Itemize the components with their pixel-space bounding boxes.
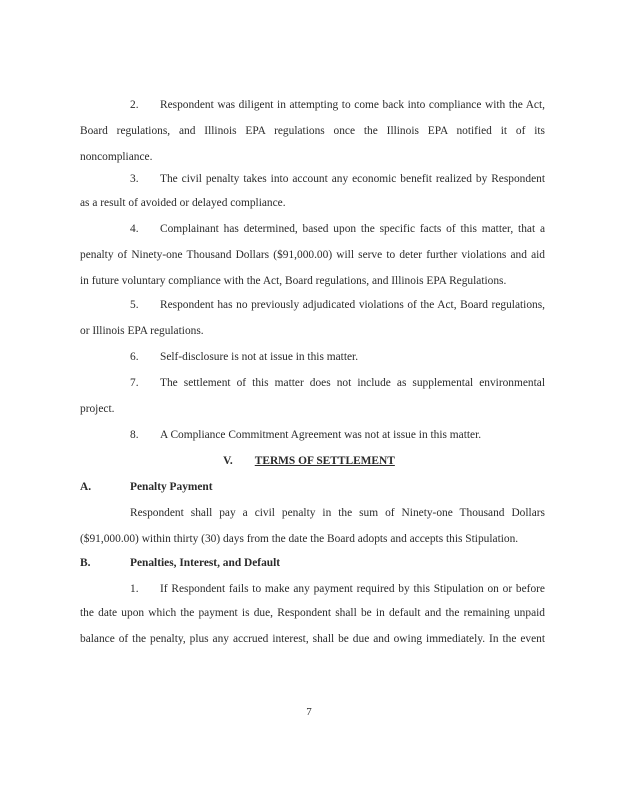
subsection-title: Penalties, Interest, and Default bbox=[130, 557, 281, 569]
paragraph-number: 6. bbox=[130, 351, 139, 363]
paragraph-line: penalty of Ninety-one Thousand Dollars ($91,000.00) will serve to deter further violations and aid bbox=[80, 249, 545, 261]
section-number: V. bbox=[223, 455, 233, 467]
subsection-letter: B. bbox=[80, 557, 91, 569]
paragraph-number: 5. bbox=[130, 299, 139, 311]
paragraph-number: 3. bbox=[130, 173, 139, 185]
paragraph-line: ($91,000.00) within thirty (30) days from the date the Board adopts and accepts this Stipulation. bbox=[80, 533, 519, 545]
subsection-title: Penalty Payment bbox=[130, 481, 213, 493]
paragraph-line: project. bbox=[80, 403, 115, 415]
paragraph-line: or Illinois EPA regulations. bbox=[80, 325, 204, 337]
paragraph-line: the date upon which the payment is due, Respondent shall be in default and the remaining unpaid bbox=[80, 607, 545, 619]
section-title: TERMS OF SETTLEMENT bbox=[254, 455, 395, 467]
paragraph-line: Respondent was diligent in attempting to come back into compliance with the Act, bbox=[160, 99, 545, 111]
paragraph-line: noncompliance. bbox=[80, 151, 153, 163]
paragraph-line: A Compliance Commitment Agreement was not at issue in this matter. bbox=[160, 429, 482, 441]
paragraph-line: Board regulations, and Illinois EPA regulations once the Illinois EPA notified it of its bbox=[80, 125, 545, 137]
paragraph-number: 1. bbox=[130, 583, 139, 595]
paragraph-line: Complainant has determined, based upon the specific facts of this matter, that a bbox=[160, 223, 545, 235]
paragraph-line: Respondent shall pay a civil penalty in the sum of Ninety-one Thousand Dollars bbox=[130, 507, 545, 519]
paragraph-line: The civil penalty takes into account any economic benefit realized by Respondent bbox=[160, 173, 545, 185]
section-heading bbox=[0, 454, 618, 468]
page-number: 7 bbox=[306, 706, 312, 718]
paragraph-number: 4. bbox=[130, 223, 139, 235]
paragraph-line: Respondent has no previously adjudicated violations of the Act, Board regulations, bbox=[160, 299, 545, 311]
paragraph-line: balance of the penalty, plus any accrued interest, shall be due and owing immediately. In the event bbox=[80, 633, 545, 645]
paragraph-line: If Respondent fails to make any payment required by this Stipulation on or before bbox=[160, 583, 545, 595]
paragraph-line: The settlement of this matter does not include as supplemental environmental bbox=[160, 377, 545, 389]
paragraph-line: Self-disclosure is not at issue in this matter. bbox=[160, 351, 359, 363]
paragraph-line: as a result of avoided or delayed compliance. bbox=[80, 197, 286, 209]
subsection-letter: A. bbox=[80, 481, 92, 493]
paragraph-line: in future voluntary compliance with the Act, Board regulations, and Illinois EPA Regulations. bbox=[80, 275, 507, 287]
paragraph-number: 2. bbox=[130, 99, 139, 111]
paragraph-number: 8. bbox=[130, 429, 139, 441]
paragraph-number: 7. bbox=[130, 377, 139, 389]
